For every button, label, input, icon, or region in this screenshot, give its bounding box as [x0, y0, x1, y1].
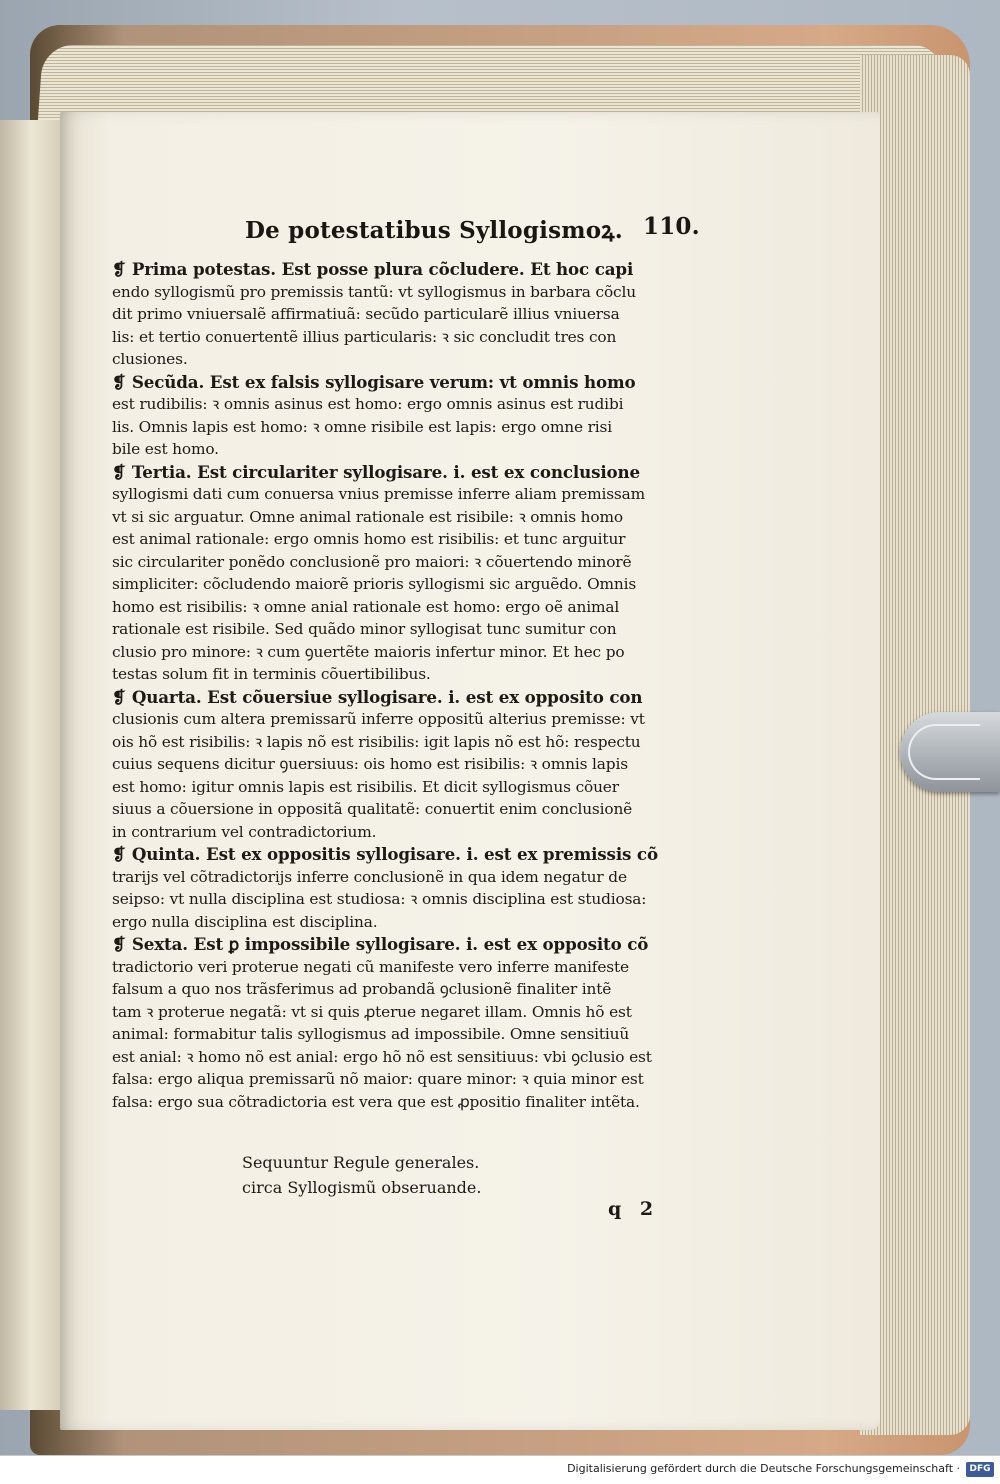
page-number: 110. — [643, 213, 700, 240]
text-line-content: lis. Omnis lapis est homo: ꝛ omne risibile est lapis: ergo omne risi — [112, 417, 612, 436]
text-line-content: lis: et tertio conuertentẽ illius particularis: ꝛ sic concludit tres con — [112, 327, 617, 346]
text-line-content: est rudibilis: ꝛ omnis asinus est homo: ergo omnis asinus est rudibi — [112, 395, 624, 413]
paragraph-mark-icon: ❡ — [112, 461, 126, 482]
text-line — [112, 641, 712, 664]
text-line — [112, 438, 712, 461]
text-line-content: Quinta. Est ex oppositis syllogisare. i. est ex premissis cõ — [131, 844, 658, 864]
text-line — [112, 798, 712, 821]
text-line-content: Sexta. Est ꝑ impossibile syllogisare. i. est ex opposito cõ — [131, 934, 649, 954]
text-line — [112, 1001, 712, 1024]
footer-credit: Digitalisierung gefördert durch die Deutsche Forschungsgemeinschaft · — [567, 1462, 960, 1475]
paragraph — [112, 258, 712, 371]
text-line-content: ergo nulla disciplina est disciplina. — [112, 912, 378, 931]
text-line-content: falsa: ergo sua cõtradictoria est vera que est ꝓpositio finaliter intẽta. — [112, 1092, 640, 1111]
text-line — [112, 1023, 712, 1046]
text-line-content: falsa: ergo aliqua premissarũ nõ maior: quare minor: ꝛ quia minor est — [112, 1070, 644, 1088]
paragraph — [112, 843, 712, 933]
text-line-content: est animal rationale: ergo omnis homo est risibilis: et tunc arguitur — [112, 530, 626, 548]
text-line — [112, 1091, 712, 1114]
text-line-content: tradictorio veri proterue negati cũ manifeste vero inferre manifeste — [112, 957, 629, 976]
text-line — [112, 731, 712, 754]
text-line — [112, 573, 712, 596]
text-line — [112, 281, 712, 304]
paragraph-mark-icon: ❡ — [112, 934, 126, 954]
text-line-content: syllogismi dati cum conuersa vnius premisse inferre aliam premissam — [112, 485, 646, 503]
dfg-logo: DFG — [966, 1462, 994, 1477]
paragraph-mark-icon: ❡ — [112, 686, 126, 707]
text-line-content: seipso: vt nulla disciplina est studiosa: ꝛ omnis disciplina est studiosa: — [112, 890, 647, 908]
text-line — [112, 708, 712, 731]
text-line — [112, 618, 712, 641]
text-line — [112, 416, 712, 439]
text-line — [112, 663, 712, 686]
text-line-content: clusio pro minore: ꝛ cum ꝯuertẽte maioris infertur minor. Et hec po — [112, 642, 625, 661]
text-line — [112, 258, 712, 281]
text-line-content: sic circulariter ponẽdo conclusionẽ pro maiori: ꝛ cõuertendo minorẽ — [112, 552, 632, 571]
text-line-content: siuus a cõuersione in oppositã qualitatẽ: conuertit enim conclusionẽ — [112, 800, 633, 818]
text-line — [112, 1046, 712, 1069]
text-line — [112, 528, 712, 551]
text-line — [112, 348, 712, 371]
text-line — [112, 843, 712, 866]
text-line — [112, 371, 712, 394]
text-line-content: animal: formabitur talis syllogismus ad impossibile. Omne sensitiuũ — [112, 1025, 630, 1043]
text-line-content: vt si sic arguatur. Omne animal rationale est risibile: ꝛ omnis homo — [112, 507, 623, 526]
text-line-content: Quarta. Est cõuersiue syllogisare. i. est ex opposito con — [131, 686, 643, 707]
text-line — [112, 461, 712, 484]
paragraph-mark-icon: ❡ — [112, 371, 126, 392]
closing-line-1: Sequuntur Regule generales. — [242, 1153, 480, 1172]
closing-heading — [242, 1150, 562, 1200]
paragraph-mark-icon: ❡ — [112, 844, 126, 864]
text-line — [112, 933, 712, 956]
text-line — [112, 888, 712, 911]
text-line-content: clusionis cum altera premissarũ inferre oppositũ alterius premisse: vt — [112, 710, 645, 728]
text-line — [112, 506, 712, 529]
text-line — [112, 978, 712, 1001]
text-line — [112, 393, 712, 416]
text-line-content: cuius sequens dicitur ꝯuersiuus: ois homo est risibilis: ꝛ omnis lapis — [112, 755, 628, 773]
text-line-content: clusiones. — [112, 350, 188, 368]
text-line — [112, 776, 712, 799]
text-line — [112, 821, 712, 844]
text-line — [112, 956, 712, 979]
text-line-content: endo syllogismũ pro premissis tantũ: vt syllogismus in barbara cõclu — [112, 282, 636, 301]
text-line-content: trarijs vel cõtradictorijs inferre conclusionẽ in qua idem negatur de — [112, 867, 627, 886]
paragraph-mark-icon: ❡ — [112, 259, 126, 279]
text-line — [112, 911, 712, 934]
footer-bar — [0, 1455, 1000, 1484]
header-title: De potestatibus Syllogismoꝝ. — [245, 217, 623, 244]
text-line — [112, 551, 712, 574]
main-text — [112, 258, 712, 1113]
text-line-content: tam ꝛ proterue negatã: vt si quis ꝓterue negaret illam. Omnis hõ est — [112, 1002, 632, 1021]
text-line-content: homo est risibilis: ꝛ omne anial rationale est homo: ergo oẽ animal — [112, 597, 620, 616]
text-line — [112, 596, 712, 619]
closing-line-2: circa Syllogismũ obseruande. — [242, 1178, 482, 1197]
signature-mark: q 2 — [608, 1198, 660, 1220]
paragraph — [112, 461, 712, 686]
text-line — [112, 1068, 712, 1091]
page-clip — [900, 712, 1000, 792]
text-line-content: Prima potestas. Est posse plura cõcludere. Et hoc capi — [131, 259, 634, 279]
text-line-content: bile est homo. — [112, 440, 219, 458]
text-line-content: falsum a quo nos trãsferimus ad probandã ꝯclusionẽ finaliter intẽ — [112, 980, 612, 998]
paragraph — [112, 371, 712, 461]
text-line-content: in contrarium vel contradictorium. — [112, 822, 377, 841]
text-line-content: est anial: ꝛ homo nõ est anial: ergo hõ nõ est sensitiuus: vbi ꝯclusio est — [112, 1047, 652, 1066]
text-line-content: testas solum fit in terminis cõuertibilibus. — [112, 665, 431, 683]
text-line-content: Tertia. Est circulariter syllogisare. i. est ex conclusione — [131, 461, 640, 482]
text-line — [112, 483, 712, 506]
text-line — [112, 326, 712, 349]
running-header — [245, 213, 700, 249]
text-line — [112, 303, 712, 326]
text-line-content: simpliciter: cõcludendo maiorẽ prioris syllogismi sic arguẽdo. Omnis — [112, 575, 637, 593]
text-line — [112, 866, 712, 889]
paragraph — [112, 933, 712, 1113]
text-line — [112, 686, 712, 709]
text-line-content: ois hõ est risibilis: ꝛ lapis nõ est risibilis: igit lapis nõ est hõ: respectu — [112, 732, 641, 751]
text-line-content: est homo: igitur omnis lapis est risibilis. Et dicit syllogismus cõuer — [112, 777, 619, 796]
paragraph — [112, 686, 712, 844]
text-line — [112, 753, 712, 776]
text-line-content: rationale est risibile. Sed quãdo minor syllogisat tunc sumitur con — [112, 620, 617, 638]
text-line-content: Secũda. Est ex falsis syllogisare verum: vt omnis homo — [131, 371, 636, 392]
text-line-content: dit primo vniuersalẽ affirmatiuã: secũdo particularẽ illius vniuersa — [112, 305, 620, 323]
